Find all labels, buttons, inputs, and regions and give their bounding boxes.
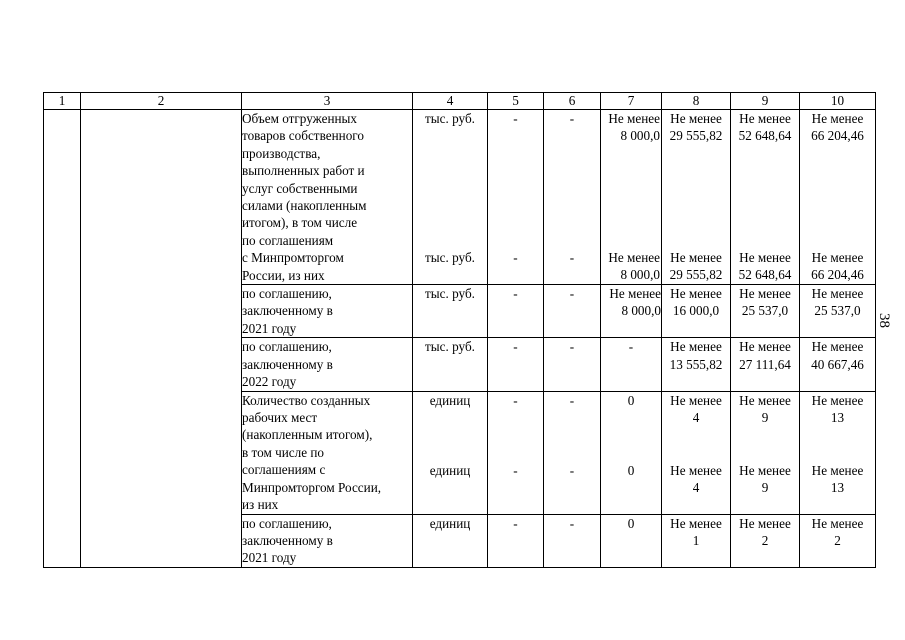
text-line: 8 000,0 bbox=[620, 128, 660, 144]
value-cell bbox=[800, 110, 876, 285]
text-line: Минпромторгом России, bbox=[242, 479, 382, 495]
text-line: силами (накопленным bbox=[242, 198, 367, 214]
unit-value: тыс. руб. bbox=[425, 111, 475, 126]
text-line: - bbox=[628, 339, 634, 355]
target-value bbox=[731, 338, 800, 391]
text-line: 2021 году bbox=[242, 320, 297, 336]
indicators-table bbox=[43, 92, 876, 568]
target-value bbox=[662, 514, 731, 567]
text-line: из них bbox=[242, 496, 279, 512]
text-line: Не менее bbox=[739, 392, 791, 408]
text-line: 66 204,46 bbox=[811, 128, 864, 144]
text-line: рабочих мест bbox=[242, 409, 318, 425]
text-line: 1 bbox=[692, 532, 700, 548]
text-line: 25 537,0 bbox=[741, 303, 789, 319]
target-value bbox=[731, 392, 799, 427]
text-line: 2021 году bbox=[242, 550, 297, 566]
text-line: 13 555,82 bbox=[669, 356, 723, 372]
dash-value: - bbox=[513, 462, 518, 478]
target-value bbox=[731, 462, 799, 497]
target-value bbox=[800, 392, 875, 427]
text-line: с Минпромторгом bbox=[242, 250, 344, 266]
value-cell bbox=[488, 110, 544, 285]
text-line: выполненных работ и bbox=[242, 163, 365, 179]
indicator-description bbox=[242, 285, 413, 338]
unit-cell: единиц bbox=[413, 514, 488, 567]
text-line: 2 bbox=[834, 532, 841, 548]
text-line: 8 000,0 bbox=[620, 267, 660, 283]
target-value bbox=[800, 110, 875, 145]
col-number: 4 bbox=[413, 93, 488, 110]
unit-cell: тыс. руб. bbox=[413, 338, 488, 391]
text-line: 66 204,46 bbox=[811, 267, 864, 283]
text-line: по соглашению, bbox=[242, 515, 332, 531]
target-value bbox=[662, 249, 730, 284]
text-line: (накопленным итогом), bbox=[242, 427, 373, 443]
description-part-a bbox=[242, 392, 412, 462]
target-value bbox=[731, 249, 799, 284]
text-line: 13 bbox=[830, 409, 845, 425]
text-line: Не менее bbox=[811, 250, 864, 265]
text-line: Не менее bbox=[670, 462, 722, 478]
indicator-description bbox=[242, 514, 413, 567]
col-number: 1 bbox=[44, 93, 81, 110]
text-line: 29 555,82 bbox=[669, 267, 723, 283]
target-value bbox=[601, 514, 662, 567]
target-value bbox=[601, 338, 662, 391]
text-line: 25 537,0 bbox=[814, 303, 861, 319]
dash-value: - bbox=[544, 338, 601, 391]
target-value bbox=[800, 338, 876, 391]
col-number: 9 bbox=[731, 93, 800, 110]
dash-value: - bbox=[569, 250, 575, 265]
target-value bbox=[601, 249, 661, 284]
text-line: 52 648,64 bbox=[738, 128, 792, 144]
text-line: 9 bbox=[761, 479, 769, 495]
col-number: 7 bbox=[601, 93, 662, 110]
col-number: 5 bbox=[488, 93, 544, 110]
target-value bbox=[662, 462, 730, 497]
text-line: Объем отгруженных bbox=[242, 111, 358, 126]
text-line: 0 bbox=[627, 462, 635, 478]
value-cell bbox=[731, 110, 800, 285]
indicator-description bbox=[242, 110, 413, 285]
target-value bbox=[731, 285, 800, 338]
page-number: 38 bbox=[876, 313, 892, 328]
text-line: заключенному в bbox=[242, 303, 333, 319]
unit-value: единиц bbox=[429, 392, 471, 408]
value-cell bbox=[800, 391, 876, 514]
col-number: 3 bbox=[242, 93, 413, 110]
text-line: 13 bbox=[830, 479, 845, 495]
dash-value: - bbox=[569, 392, 575, 408]
empty-cell bbox=[81, 110, 242, 568]
empty-cell bbox=[44, 110, 81, 568]
indicator-description bbox=[242, 338, 413, 391]
text-line: 29 555,82 bbox=[669, 128, 723, 144]
text-line: Не менее bbox=[670, 515, 722, 531]
dash-value: - bbox=[569, 462, 575, 478]
text-line: Не менее bbox=[670, 286, 722, 302]
text-line: 9 bbox=[761, 409, 769, 425]
text-line: Не менее bbox=[739, 339, 791, 355]
text-line: Не менее bbox=[811, 462, 864, 478]
text-line: 0 bbox=[627, 515, 635, 531]
text-line: 27 111,64 bbox=[739, 356, 791, 372]
indicator-description bbox=[242, 391, 413, 514]
unit-value: тыс. руб. bbox=[425, 250, 475, 265]
text-line: по соглашению, bbox=[242, 286, 332, 302]
text-line: по соглашению, bbox=[242, 339, 332, 355]
column-number-row bbox=[44, 93, 876, 110]
dash-value: - bbox=[513, 111, 518, 126]
description-part-b bbox=[242, 249, 412, 284]
target-value bbox=[662, 392, 730, 427]
text-line: Не менее bbox=[609, 286, 661, 302]
description-part-a bbox=[242, 110, 412, 249]
text-line: Не менее bbox=[811, 286, 864, 302]
value-cell bbox=[488, 391, 544, 514]
table-row bbox=[44, 110, 876, 285]
text-line: 4 bbox=[692, 409, 700, 425]
dash-value: - bbox=[488, 338, 544, 391]
text-line: 40 667,46 bbox=[811, 356, 864, 372]
target-value bbox=[800, 285, 876, 338]
target-value bbox=[731, 110, 799, 145]
dash-value: - bbox=[544, 285, 601, 338]
target-value bbox=[601, 392, 661, 409]
unit-cell bbox=[413, 110, 488, 285]
col-number: 8 bbox=[662, 93, 731, 110]
target-value bbox=[800, 514, 876, 567]
text-line: итогом), в том числе bbox=[242, 215, 358, 231]
description-part-b bbox=[242, 461, 412, 513]
dash-value: - bbox=[513, 392, 518, 408]
value-cell bbox=[731, 391, 800, 514]
text-line: 2022 году bbox=[242, 374, 297, 390]
value-cell bbox=[601, 110, 662, 285]
text-line: 4 bbox=[692, 479, 700, 495]
text-line: заключенному в bbox=[242, 356, 333, 372]
target-value bbox=[601, 110, 661, 145]
col-number: 6 bbox=[544, 93, 601, 110]
text-line: Не менее bbox=[670, 392, 722, 408]
col-number: 10 bbox=[800, 93, 876, 110]
unit-cell: тыс. руб. bbox=[413, 285, 488, 338]
dash-value: - bbox=[569, 111, 575, 126]
target-value bbox=[800, 249, 875, 284]
dash-value: - bbox=[513, 250, 518, 265]
text-line: 16 000,0 bbox=[672, 303, 720, 319]
text-line: производства, bbox=[242, 145, 321, 161]
text-line: в том числе по bbox=[242, 444, 325, 460]
text-line: 52 648,64 bbox=[738, 267, 792, 283]
dash-value: - bbox=[544, 514, 601, 567]
value-cell bbox=[662, 110, 731, 285]
text-line: Не менее bbox=[608, 250, 660, 265]
dash-value: - bbox=[488, 514, 544, 567]
text-line: России, из них bbox=[242, 267, 325, 283]
text-line: соглашениям с bbox=[242, 462, 326, 478]
text-line: Не менее bbox=[608, 111, 660, 126]
text-line: по соглашениям bbox=[242, 232, 334, 248]
text-line: Не менее bbox=[811, 339, 864, 355]
value-cell bbox=[662, 391, 731, 514]
target-value bbox=[662, 285, 731, 338]
text-line: Не менее bbox=[739, 286, 791, 302]
text-line: Количество созданных bbox=[242, 392, 371, 408]
text-line: Не менее bbox=[739, 515, 791, 531]
target-value bbox=[800, 462, 875, 497]
target-value bbox=[731, 514, 800, 567]
text-line: товаров собственного bbox=[242, 128, 364, 144]
value-cell bbox=[544, 391, 601, 514]
text-line: 2 bbox=[761, 532, 769, 548]
dash-value: - bbox=[488, 285, 544, 338]
text-line: Не менее bbox=[811, 515, 864, 531]
unit-cell bbox=[413, 391, 488, 514]
text-line: услуг собственными bbox=[242, 180, 358, 196]
text-line: Не менее bbox=[811, 111, 864, 126]
unit-value: единиц bbox=[429, 462, 471, 478]
value-cell bbox=[601, 391, 662, 514]
target-value bbox=[662, 338, 731, 391]
text-line: 0 bbox=[627, 392, 635, 408]
text-line: 8 000,0 bbox=[621, 303, 661, 319]
text-line: Не менее bbox=[739, 111, 791, 126]
target-value bbox=[601, 285, 662, 338]
target-value bbox=[601, 462, 661, 479]
text-line: Не менее bbox=[670, 250, 722, 265]
col-number: 2 bbox=[81, 93, 242, 110]
value-cell bbox=[544, 110, 601, 285]
text-line: Не менее bbox=[670, 111, 722, 126]
target-value bbox=[662, 110, 730, 145]
text-line: Не менее bbox=[811, 392, 864, 408]
text-line: Не менее bbox=[670, 339, 722, 355]
text-line: Не менее bbox=[739, 250, 791, 265]
text-line: Не менее bbox=[739, 462, 791, 478]
text-line: заключенному в bbox=[242, 532, 333, 548]
